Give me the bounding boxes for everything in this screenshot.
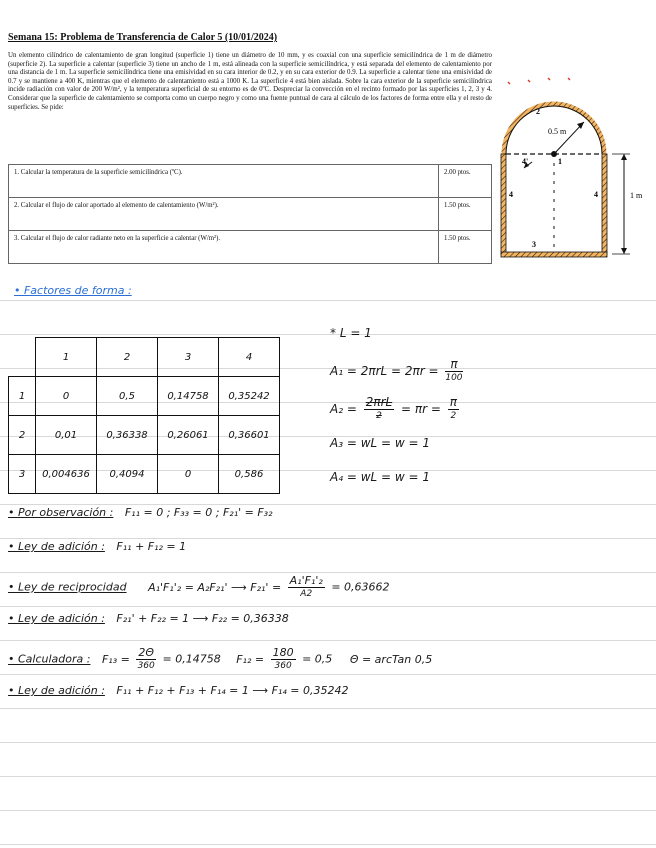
table-cell: 0,36338 xyxy=(97,416,158,455)
right-wall xyxy=(602,154,607,254)
view-factor-table xyxy=(8,337,280,494)
table-cell: 0 xyxy=(36,377,97,416)
task-text: 1. Calcular la temperatura de la superficie semicilíndrica (ºC). xyxy=(9,165,439,198)
row-header: 1 xyxy=(9,377,36,416)
rule-line xyxy=(0,606,656,607)
table-row xyxy=(9,416,280,455)
label-surface-3: 3 xyxy=(532,240,536,249)
rule-line xyxy=(0,708,656,709)
col-header: 1 xyxy=(36,338,97,377)
addition-law-line-3: • Ley de adición : F₁₁ + F₁₂ + F₁₃ + F₁₄ = 1 ⟶ F₁₄ = 0,35242 xyxy=(8,684,349,697)
task-text: 3. Calcular el flujo de calor radiante neto en la superficie a calentar (W/m²). xyxy=(9,231,439,264)
task-row xyxy=(9,231,492,264)
rule-line xyxy=(0,844,656,845)
row-header: 2 xyxy=(9,416,36,455)
rule-line xyxy=(0,538,656,539)
a2-result-fraction: $\frac{\pi}{2}$ xyxy=(449,395,457,421)
table-cell: 0,4094 xyxy=(97,455,158,494)
area-a2-equation: A₂ = $\frac{\text{2πrL}}{2}$ = πr = $\frac{\pi}{2}$ xyxy=(330,395,457,421)
height-label: 1 m xyxy=(630,191,643,200)
area-a3-equation: A₃ = wL = w = 1 xyxy=(330,436,431,450)
row-header: 3 xyxy=(9,455,36,494)
rule-line xyxy=(0,640,656,641)
table-row xyxy=(9,455,280,494)
problem-statement: Un elemento cilíndrico de calentamiento de gran longitud (superficie 1) tiene un diámetro de 10 mm, y es coaxial con una superficie semicilíndrica de 1 m de diámetro (superficie 2). La superficie a calentar (superficie 3) tiene un ancho de 1 m, está alineada con la superficie semicilíndrica, y está separada del elemento de calentamiento por una distancia de 1 m. La superficie semicilíndrica tiene una emisividad en su cara interior de 0.2, y en su cara exterior de 0.9. La superficie a calentar tiene una emisividad de 0.7 y se mantiene a 400 K, mientras que el elemento de calentamiento está a 1000 K. La superficie 4 está bien aislada. Sobre la cara exterior de la superficie semicilíndrica incide radiación con valor de 200 W/m², y la temperatura superficial de su entorno es de 0ºC. Despreciar la convección en el recinto formado por las superficies 1, 2, 3 y 4. Considerar que la superficie de calentamiento se comporta como un cuerpo negro y como una fuente puntual de cara al cálculo de los factores de forma entre ella y el resto de superficies. Se pide: xyxy=(8,52,492,111)
rule-line xyxy=(0,300,656,301)
a1-lhs: A₁ = 2πrL = 2πr = xyxy=(330,364,439,378)
label-surface-4prime: 4' xyxy=(522,157,529,166)
table-cell: 0,586 xyxy=(219,455,280,494)
left-wall xyxy=(501,154,506,254)
label-surface-4-right: 4 xyxy=(594,190,598,199)
a1-fraction: $\frac{\pi}{100}$ xyxy=(445,357,463,383)
table-corner xyxy=(9,338,36,377)
table-cell: 0 xyxy=(158,455,219,494)
task-text: 2. Calcular el flujo de calor aportado al elemento de calentamiento (W/m²). xyxy=(9,198,439,231)
table-cell: 0,36601 xyxy=(219,416,280,455)
table-cell: 0,01 xyxy=(36,416,97,455)
col-header: 4 xyxy=(219,338,280,377)
rule-line xyxy=(0,504,656,505)
page-title: Semana 15: Problema de Transferencia de Calor 5 (10/01/2024) xyxy=(8,32,278,43)
rule-line xyxy=(0,810,656,811)
table-header-row xyxy=(9,338,280,377)
a2-fraction: $\frac{\text{2πrL}}{2}$ xyxy=(365,395,393,421)
task-points: 2.00 ptos. xyxy=(439,165,492,198)
geometry-diagram xyxy=(496,72,646,264)
rule-line xyxy=(0,742,656,743)
red-marks xyxy=(508,78,570,84)
table-row xyxy=(9,377,280,416)
task-points: 1.50 ptos. xyxy=(439,198,492,231)
label-surface-1: 1 xyxy=(558,157,562,166)
table-cell: 0,14758 xyxy=(158,377,219,416)
reciprocity-line: • Ley de reciprocidad A₁'F₁'₂ = A₂F₂₁' ⟶ F₂₁' = $\frac{\text{A₁'F₁'₂}}{A2}$ = 0,63662 xyxy=(8,574,390,599)
task-row xyxy=(9,198,492,231)
addition-law-line-2: • Ley de adición : F₂₁' + F₂₂ = 1 ⟶ F₂₂ = 0,36338 xyxy=(8,612,289,625)
heated-surface xyxy=(501,252,607,257)
tasks-table xyxy=(8,164,492,264)
table-cell: 0,004636 xyxy=(36,455,97,494)
col-header: 2 xyxy=(97,338,158,377)
calculator-line: • Calculadora : F₁₃ = $\frac{2\Theta}{360}$ = 0,14758 F₁₂ = $\frac{180}{360}$ = 0,5 Θ = arcTan 0,5 xyxy=(8,646,433,671)
label-surface-2: 2 xyxy=(536,107,540,116)
label-surface-4-left: 4 xyxy=(509,190,513,199)
rule-line xyxy=(0,334,656,335)
radius-label: 0.5 m xyxy=(548,127,567,136)
table-cell: 0,5 xyxy=(97,377,158,416)
observation-line: • Por observación : F₁₁ = 0 ; F₃₃ = 0 ; F₂₁' = F₃₂ xyxy=(8,506,273,519)
col-header: 3 xyxy=(158,338,219,377)
task-row xyxy=(9,165,492,198)
area-a4-equation: A₄ = wL = w = 1 xyxy=(330,470,431,484)
table-cell: 0,26061 xyxy=(158,416,219,455)
rule-line xyxy=(0,776,656,777)
rule-line xyxy=(0,572,656,573)
rule-line xyxy=(0,674,656,675)
addition-law-line-1: • Ley de adición : F₁₁ + F₁₂ = 1 xyxy=(8,540,187,553)
table-cell: 0,35242 xyxy=(219,377,280,416)
area-a1-equation xyxy=(330,358,466,385)
section-heading: • Factores de forma : xyxy=(14,284,132,297)
task-points: 1.50 ptos. xyxy=(439,231,492,264)
length-note: * L = 1 xyxy=(330,326,372,340)
